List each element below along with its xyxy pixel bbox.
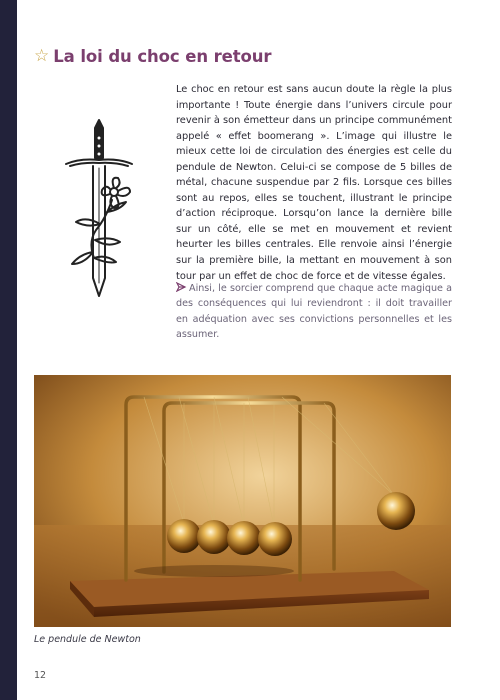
dagger-with-flower-icon xyxy=(60,118,138,300)
arrow-right-icon xyxy=(176,282,187,292)
section-heading xyxy=(34,47,271,66)
newtons-cradle-photo xyxy=(34,375,451,627)
star-outline-icon: ☆ xyxy=(34,46,50,66)
side-band xyxy=(0,0,17,700)
photo-caption: Le pendule de Newton xyxy=(34,634,141,645)
body-paragraph: Le choc en retour est sans aucun doute la règle la plus importante ! Toute énergie dans l’univers circule pour revenir à son émetteur dans un principe communément appelé « effet boomerang ». L’image qui illustre le mieux cette loi de circulation des énergies est celle du pendule de Newton. Celui-ci se compose de 5 billes de métal, chacune suspendue par 2 fils. Lorsque ces billes sont au repos, elles se touchent, illustrant le principe d’action réciproque. Lorsqu’on lance la dernière bille sur un côté, elle se met en mouvement et revient heurter les billes centrales. Elle renvoie ainsi l’énergie sur la première bille, la mettant en mouvement à son tour par un effet de choc de force et de vitesse égales. xyxy=(176,84,452,282)
note-text: Ainsi, le sorcier comprend que chaque acte magique a des conséquences qui lui reviendront : il doit travailler en adéquation avec ses convictions personnelles et les assumer. xyxy=(176,283,452,340)
section-title: La loi du choc en retour xyxy=(53,47,272,66)
page-number: 12 xyxy=(34,670,47,681)
note-paragraph xyxy=(176,281,452,342)
